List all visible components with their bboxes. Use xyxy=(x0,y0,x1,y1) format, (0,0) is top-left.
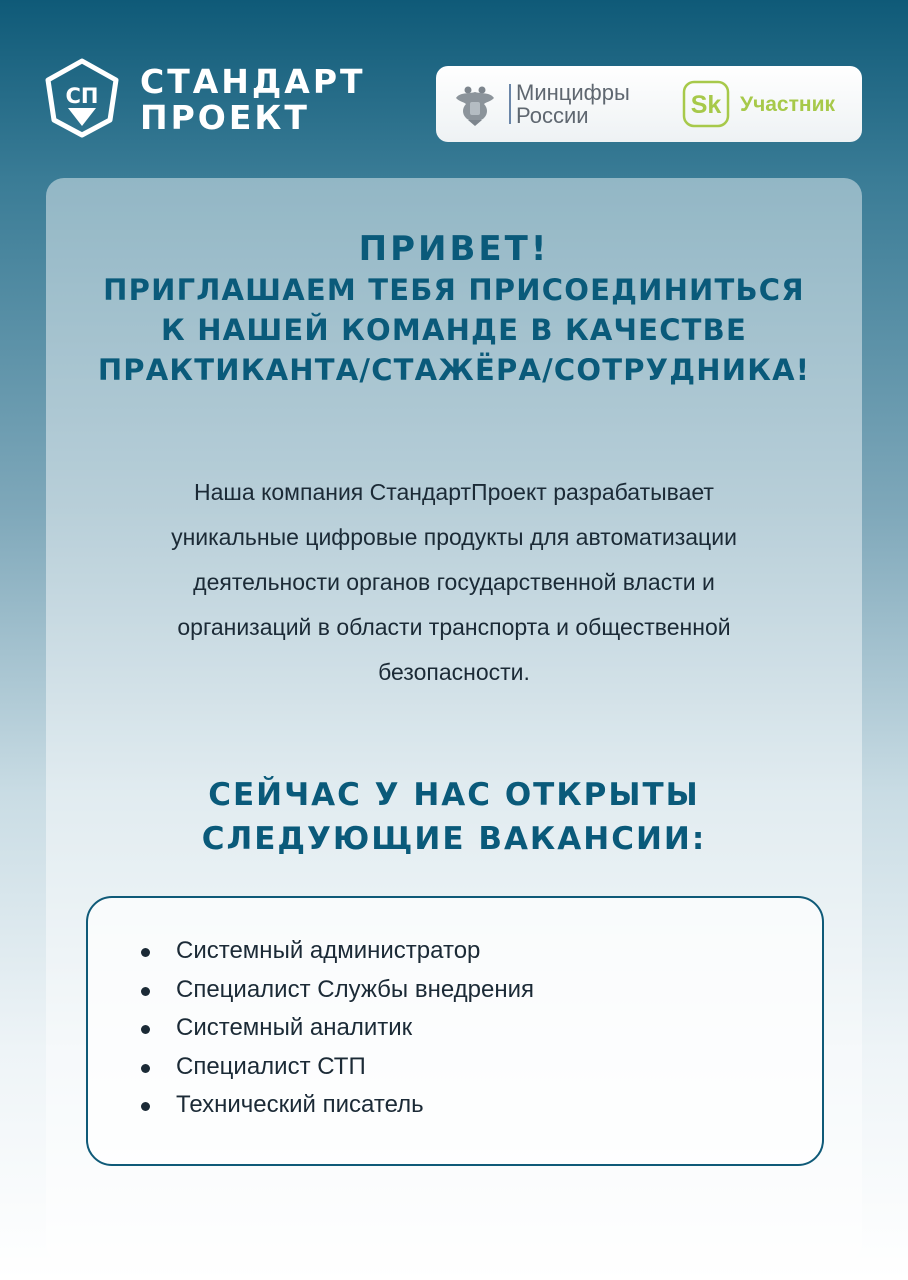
description-line-3: деятельности органов государственной власти и xyxy=(193,569,715,595)
vacancy-item-system-administrator: Системный администратор xyxy=(138,932,534,971)
invite-line-2: К НАШЕЙ КОМАНДЕ В КАЧЕСТВЕ xyxy=(161,313,747,347)
vacancy-item-technical-writer: Технический писатель xyxy=(138,1086,534,1125)
description-line-5: безопасности. xyxy=(378,659,530,685)
description-line-2: уникальные цифровые продукты для автоматизации xyxy=(171,524,737,550)
company-logo xyxy=(42,58,372,140)
skolkovo-participant-label: Участник xyxy=(740,93,836,116)
logo-wordmark xyxy=(140,64,366,136)
vacancies-box xyxy=(86,896,824,1166)
logo-mark-text: СП xyxy=(65,84,99,108)
invite-line-3: ПРАКТИКАНТА/СТАЖЁРА/СОТРУДНИКА! xyxy=(97,353,811,387)
logo-line-2: ПРОЕКТ xyxy=(140,98,310,137)
partner-divider xyxy=(509,84,511,124)
standart-proekt-emblem-icon xyxy=(42,58,122,138)
logo-line-1: СТАНДАРТ xyxy=(140,62,366,101)
skolkovo-mark-text: Sk xyxy=(690,91,722,119)
vacancy-item-system-analyst: Системный аналитик xyxy=(138,1009,534,1048)
vacancies-title-line-1: СЕЙЧАС У НАС ОТКРЫТЫ xyxy=(208,777,700,813)
ministry-label xyxy=(516,81,630,127)
vacancies-list xyxy=(138,932,534,1125)
vacancies-title xyxy=(46,773,862,861)
partner-badges xyxy=(436,66,862,142)
description-line-4: организаций в области транспорта и общественной xyxy=(177,614,731,640)
vacancies-title-line-2: СЛЕДУЮЩИЕ ВАКАНСИИ: xyxy=(201,821,707,857)
invite-line-1: ПРИГЛАШАЕМ ТЕБЯ ПРИСОЕДИНИТЬСЯ xyxy=(103,273,805,307)
main-card xyxy=(46,178,862,1262)
ministry-line-2: России xyxy=(516,103,589,128)
skolkovo-logo-icon xyxy=(682,80,730,128)
greeting: ПРИВЕТ! xyxy=(358,229,550,269)
vacancy-item-implementation-specialist: Специалист Службы внедрения xyxy=(138,971,534,1010)
vacancy-item-support-specialist: Специалист СТП xyxy=(138,1048,534,1087)
description-line-1: Наша компания СтандартПроект разрабатывает xyxy=(194,479,714,505)
russia-coat-of-arms-icon xyxy=(454,82,496,126)
ministry-line-1: Минцифры xyxy=(516,80,630,105)
company-description xyxy=(86,470,822,695)
headline xyxy=(46,228,862,390)
